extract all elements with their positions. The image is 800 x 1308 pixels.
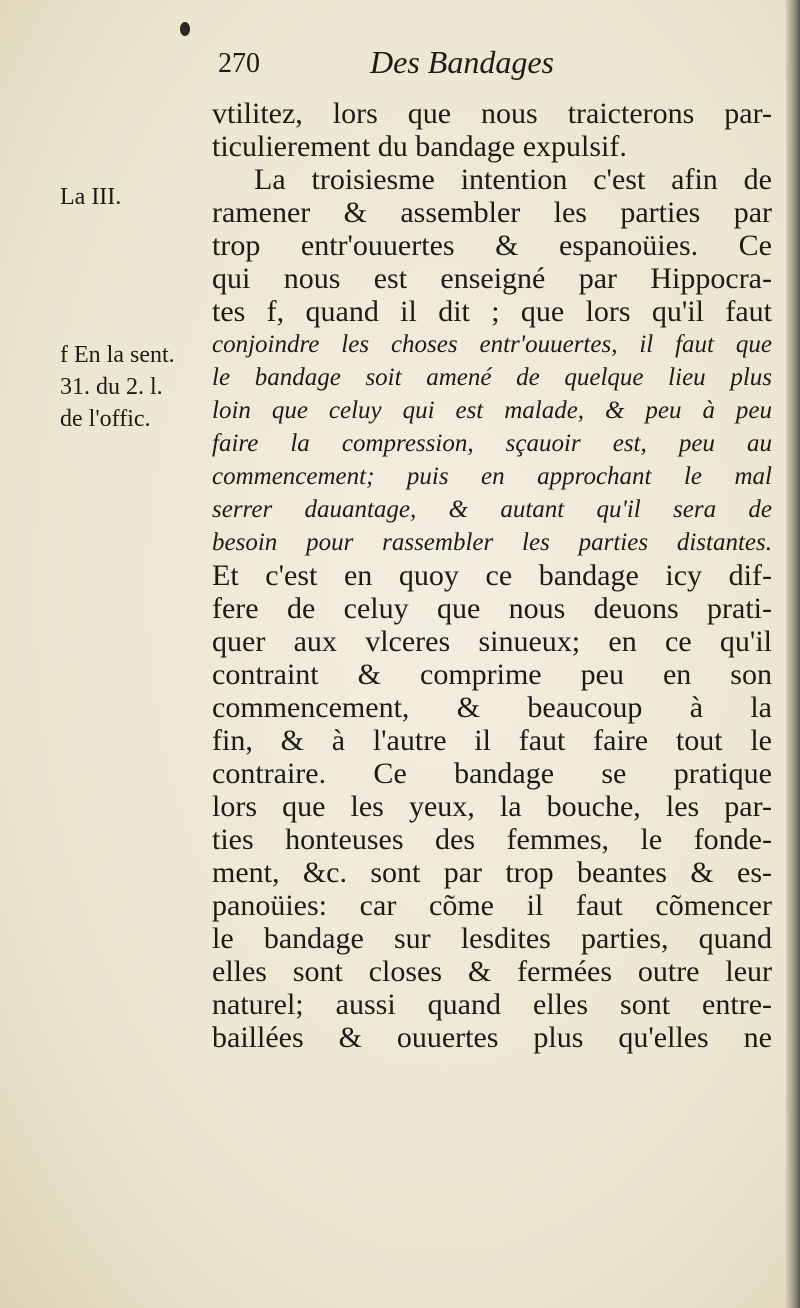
text-line: panoüies: car cõme il faut cõmencer <box>212 889 772 922</box>
text-line: elles sont closes & fermées outre leur <box>212 955 772 988</box>
text-line: Et c'est en quoy ce bandage icy dif- <box>212 559 772 592</box>
text-line: quer aux vlceres sinueux; en ce qu'il <box>212 625 772 658</box>
text-line: naturel; aussi quand elles sont entre- <box>212 988 772 1021</box>
margin-note-intention: La III. <box>60 184 122 210</box>
page-edge-shadow <box>786 0 800 1308</box>
margin-note-reference-2: 31. du 2. l. <box>60 374 163 400</box>
text-line: contraire. Ce bandage se pratique <box>212 757 772 790</box>
text-line: lors que les yeux, la bouche, les par- <box>212 790 772 823</box>
text-line: le bandage sur lesdites parties, quand <box>212 922 772 955</box>
page-number: 270 <box>218 48 260 79</box>
running-title: Des Bandages <box>370 44 554 80</box>
text-line: vtilitez, lors que nous traicterons par- <box>212 97 772 130</box>
quote-line: faire la compression, sçauoir est, peu au <box>212 430 772 457</box>
margin-note-reference-3: de l'offic. <box>60 406 151 432</box>
quote-line: le bandage soit amené de quelque lieu plus <box>212 364 772 391</box>
text-line: La troisiesme intention c'est afin de <box>254 163 772 196</box>
text-line: tes f, quand il dit ; que lors qu'il faut <box>212 295 772 328</box>
text-line: ramener & assembler les parties par <box>212 196 772 229</box>
text-line: contraint & comprime peu en son <box>212 658 772 691</box>
text-line: qui nous est enseigné par Hippocra- <box>212 262 772 295</box>
page-header <box>218 44 778 94</box>
quote-line: conjoindre les choses entr'ouuertes, il faut que <box>212 331 772 358</box>
quote-line: besoin pour rassembler les parties distantes. <box>212 529 772 556</box>
text-line: ment, &c. sont par trop beantes & es- <box>212 856 772 889</box>
quote-line: loin que celuy qui est malade, & peu à peu <box>212 397 772 424</box>
ink-speck <box>180 22 190 36</box>
quote-line: serrer dauantage, & autant qu'il sera de <box>212 496 772 523</box>
text-line: fin, & à l'autre il faut faire tout le <box>212 724 772 757</box>
text-line: trop entr'ouuertes & espanoüies. Ce <box>212 229 772 262</box>
text-line: baillées & ouuertes plus qu'elles ne <box>212 1021 772 1054</box>
text-line: commencement, & beaucoup à la <box>212 691 772 724</box>
text-line: ties honteuses des femmes, le fonde- <box>212 823 772 856</box>
body-text <box>212 97 772 1054</box>
text-line: fere de celuy que nous deuons prati- <box>212 592 772 625</box>
margin-note-reference-1: f En la sent. <box>60 342 175 368</box>
quote-line: commencement; puis en approchant le mal <box>212 463 772 490</box>
text-line: ticulierement du bandage expulsif. <box>212 130 627 163</box>
